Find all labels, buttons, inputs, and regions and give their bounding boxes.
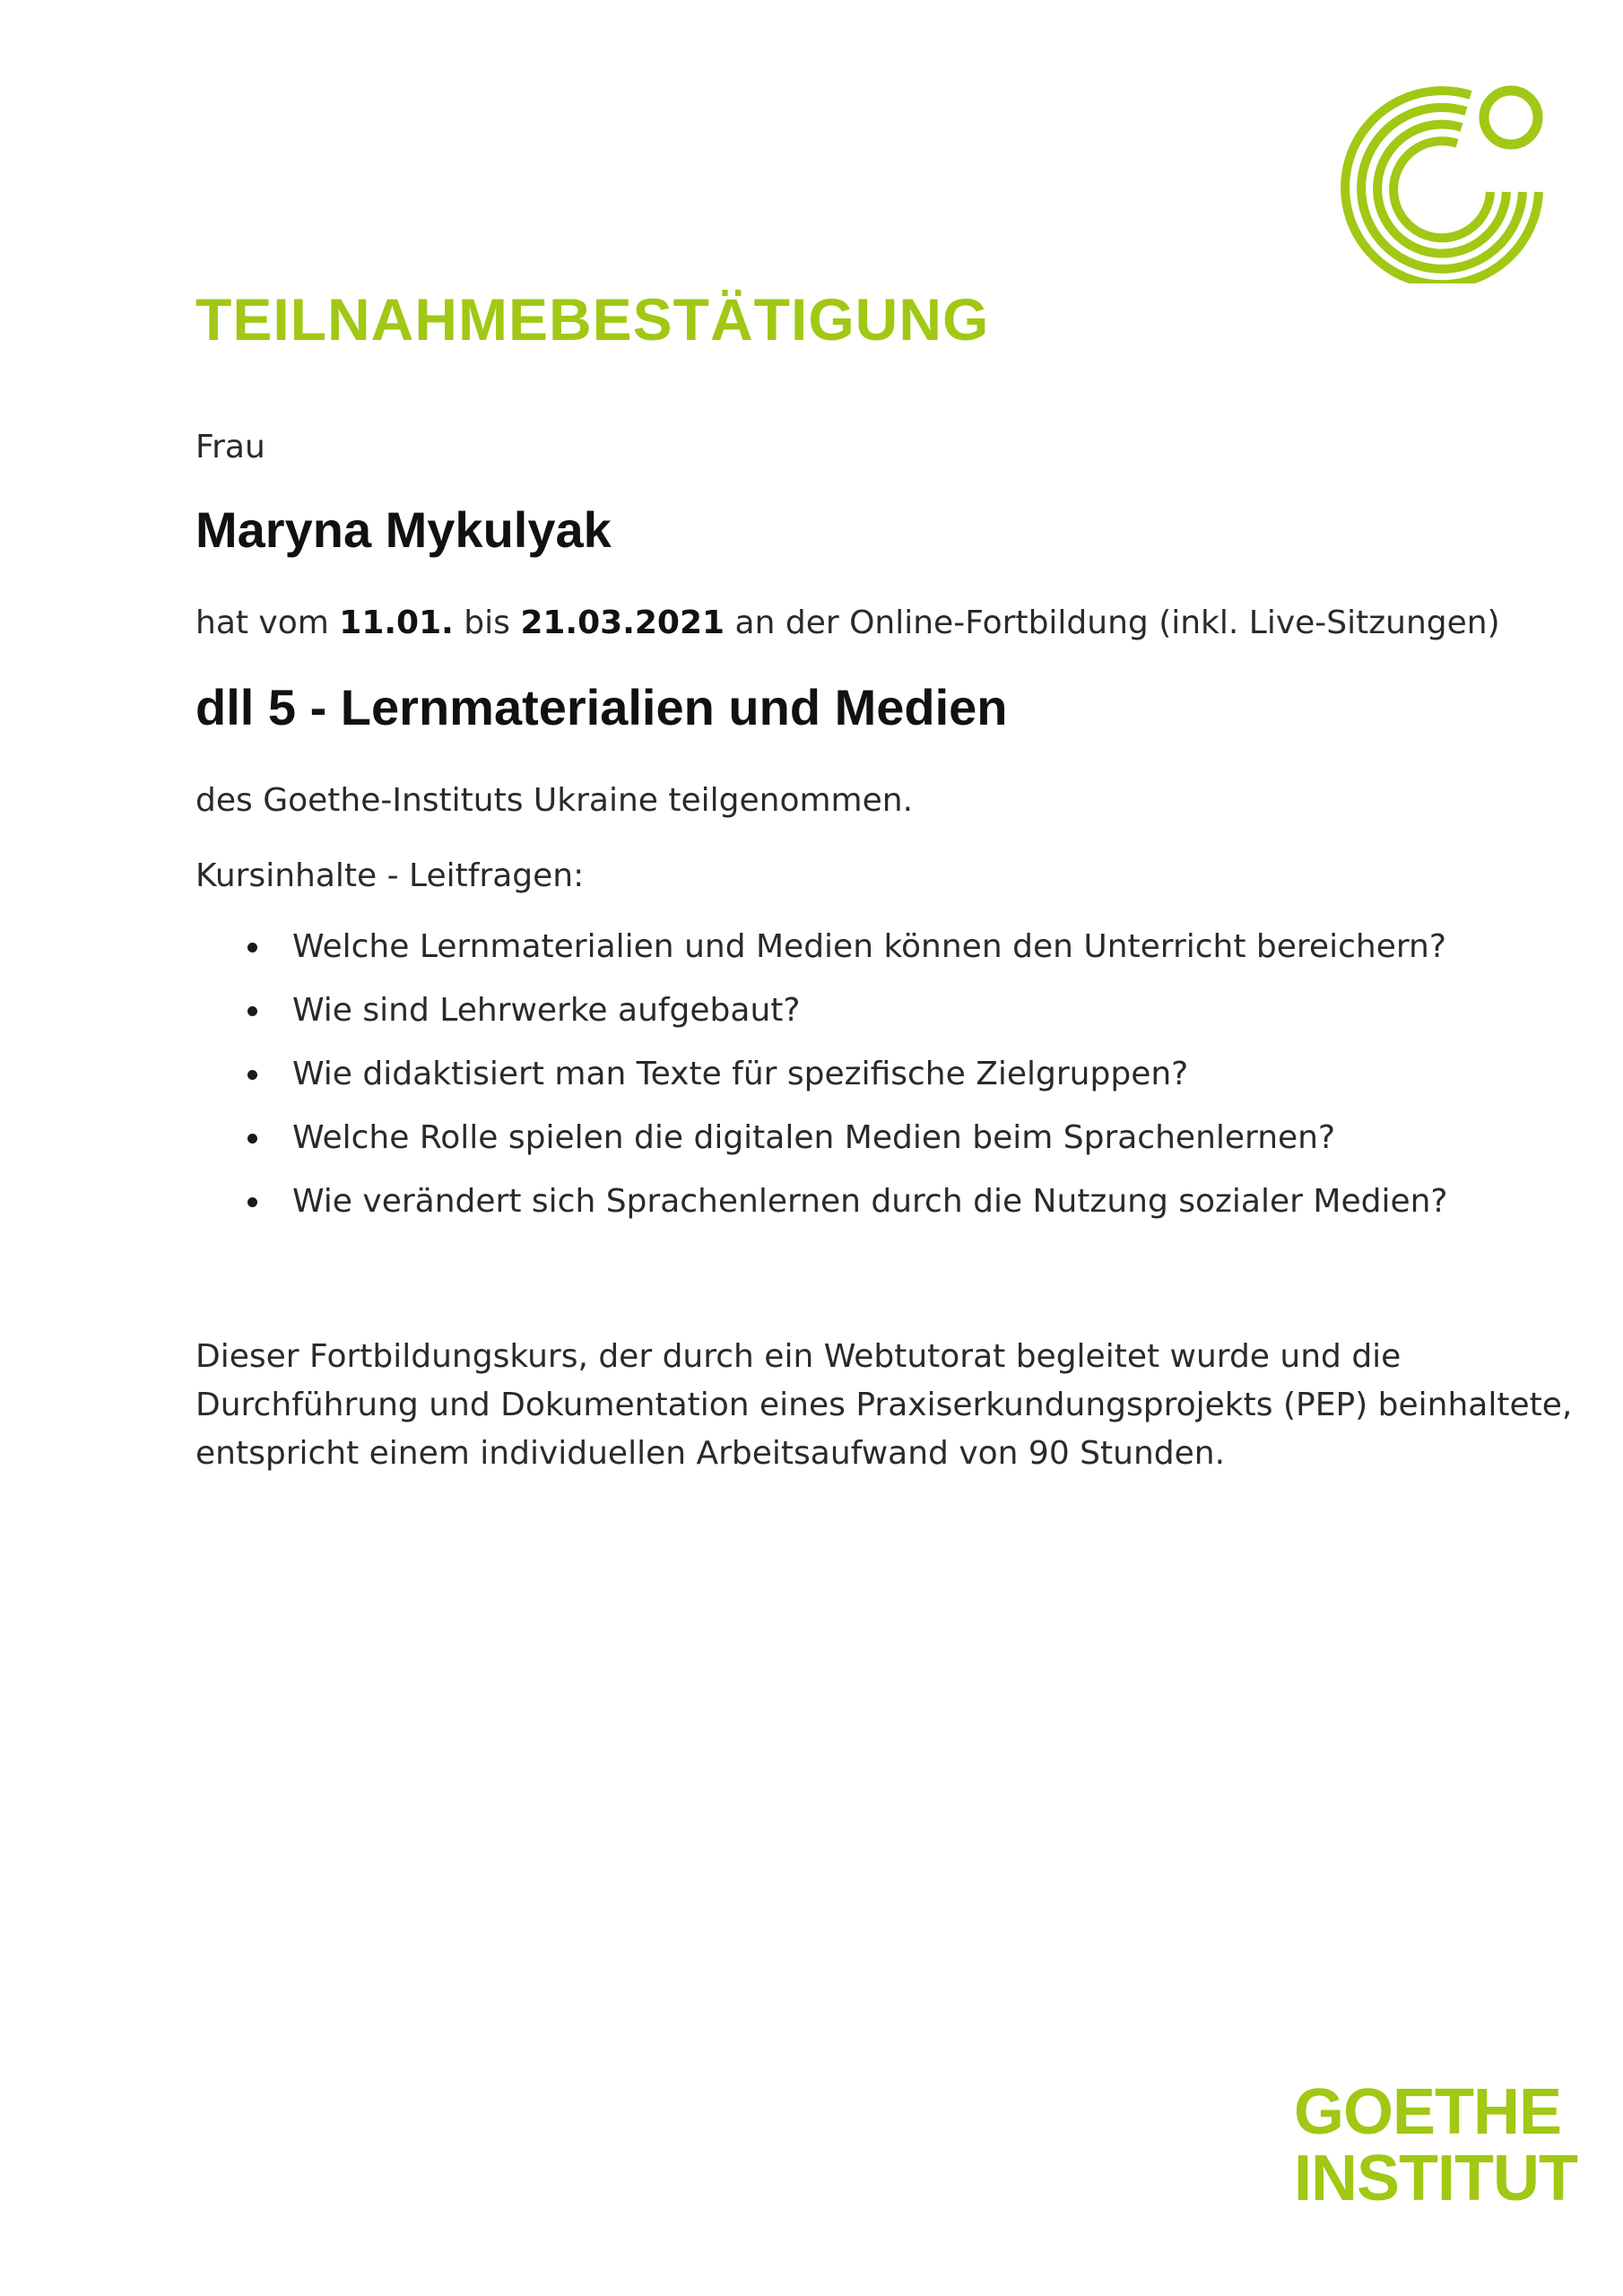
guiding-questions-list (195, 924, 1448, 1242)
bullet-icon (247, 1070, 257, 1080)
course-title: dll 5 - Lernmaterialien und Medien (195, 679, 1008, 735)
list-item (195, 924, 1448, 987)
list-item (195, 987, 1448, 1051)
wordmark-line-1: GOETHE (1294, 2076, 1562, 2148)
period-middle: bis (453, 604, 521, 641)
question-text: Welche Rolle spielen die digitalen Medien beim Sprachenlernen? (292, 1119, 1336, 1156)
bullet-icon (247, 1006, 257, 1016)
bullet-icon (247, 1197, 257, 1207)
wordmark-line-2: INSTITUT (1294, 2143, 1577, 2214)
list-item (195, 1115, 1448, 1178)
question-text: Welche Lernmaterialien und Medien können den Unterricht bereichern? (292, 928, 1446, 965)
list-item (195, 1051, 1448, 1115)
question-text: Wie didaktisiert man Texte für spezifische Zielgruppen? (292, 1056, 1189, 1092)
period-prefix: hat vom (195, 604, 340, 641)
goethe-institut-logo-icon (1338, 75, 1546, 283)
bullet-icon (247, 1134, 257, 1144)
list-item (195, 1178, 1448, 1242)
participant-name: Maryna Mykulyak (195, 501, 612, 558)
end-date: 21.03.2021 (520, 604, 725, 641)
period-suffix: an der Online-Fortbildung (inkl. Live-Sitzungen) (725, 604, 1500, 641)
summary-paragraph (195, 1333, 1573, 1478)
start-date: 11.01. (339, 604, 454, 641)
summary-line: Dieser Fortbildungskurs, der durch ein Webtutorat begleitet wurde und die (195, 1338, 1402, 1375)
question-text: Wie verändert sich Sprachenlernen durch die Nutzung sozialer Medien? (292, 1183, 1448, 1220)
contents-heading: Kursinhalte - Leitfragen: (195, 857, 585, 894)
institute-line: des Goethe-Instituts Ukraine teilgenommen. (195, 782, 914, 819)
course-period (195, 604, 1500, 641)
salutation: Frau (195, 429, 265, 465)
document-title: TEILNAHMEBESTÄTIGUNG (195, 286, 990, 352)
goethe-institut-wordmark (1294, 2076, 1577, 2214)
summary-line: Durchführung und Dokumentation eines Praxiserkundungsprojekts (PEP) beinhaltete, (195, 1387, 1573, 1423)
question-text: Wie sind Lehrwerke aufgebaut? (292, 992, 801, 1029)
bullet-icon (247, 943, 257, 952)
summary-line: entspricht einem individuellen Arbeitsaufwand von 90 Stunden. (195, 1435, 1226, 1472)
